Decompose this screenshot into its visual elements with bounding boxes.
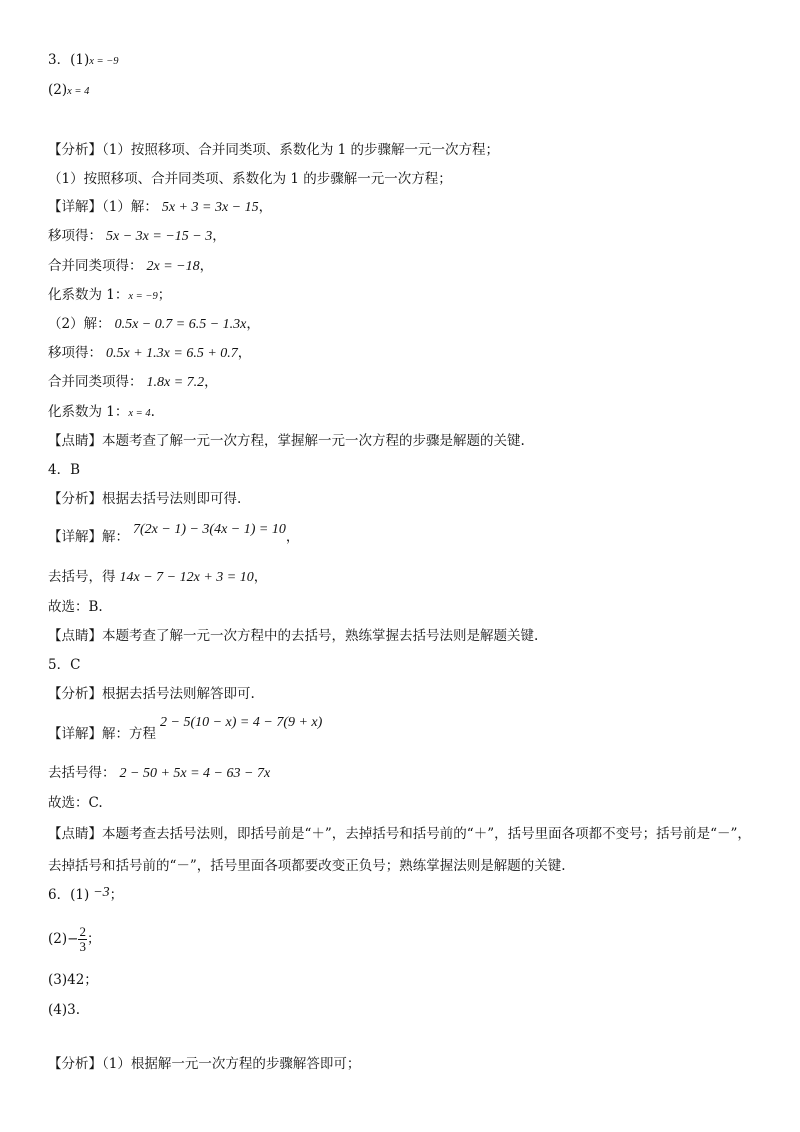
analysis-3: 【分析】（1）按照移项、合并同类项、系数化为 1 的步骤解一元一次方程； (48, 142, 500, 158)
detail-3-step-3: 合并同类项得： 2x = −18， (48, 258, 214, 274)
answer-6-4: (4)3. (48, 1002, 81, 1018)
detail-5-step-2: 去括号得： 2 − 50 + 5x = 4 − 63 − 7x (48, 765, 271, 781)
answer-3-1: 3．(1)x = −9 (48, 52, 119, 68)
detail-3-step-6: 移项得： 0.5x + 1.3x = 6.5 + 0.7， (48, 345, 252, 361)
answer-4: 4．B (48, 462, 81, 478)
detail-3-step-2: 移项得： 5x − 3x = −15 − 3， (48, 228, 226, 244)
choice-4: 故选：B. (48, 599, 103, 615)
fraction: $\frac{2}{3}$ (79, 924, 86, 954)
analysis-4: 【分析】根据去括号法则即可得. (48, 491, 242, 507)
analysis-3-repeat: （1）按照移项、合并同类项、系数化为 1 的步骤解一元一次方程； (48, 171, 452, 187)
detail-3-step-4: 化系数为 1：x = −9； (48, 287, 172, 303)
comment-3: 【点睛】本题考查了解一元一次方程，掌握解一元一次方程的步骤是解题的关键. (48, 433, 525, 449)
detail-3-step-8: 化系数为 1：x = 4. (48, 404, 155, 420)
answer-6-1: 6．(1) −3； (48, 885, 124, 903)
comment-5: 【点睛】本题考查去括号法则，即括号前是“＋”，去掉括号和括号前的“＋”，括号里面各项都不变号；括号前是“－”，去掉括号和括号前的“－”，括号里面各项都要改变正负号；熟练掌握法则是解题的关键. (48, 826, 751, 874)
detail-3-step-1: 【详解】（1）解： 5x + 3 = 3x − 15， (48, 199, 273, 215)
answer-6-2: (2)− $\frac{2}{3}$ ； (48, 924, 101, 954)
detail-4-step-1: 【详解】解： 7(2x − 1) − 3(4x − 1) = 10， (48, 522, 300, 545)
analysis-5: 【分析】根据去括号法则解答即可. (48, 686, 255, 702)
answer-3-2: (2)x = 4 (48, 82, 90, 98)
fraction-sign: − (67, 931, 79, 947)
choice-5: 故选：C. (48, 795, 103, 811)
analysis-6: 【分析】（1）根据解一元一次方程的步骤解答即可； (48, 1056, 361, 1072)
answer-5: 5．C (48, 657, 81, 673)
detail-3-step-7: 合并同类项得： 1.8x = 7.2， (48, 374, 218, 390)
detail-4-step-2: 去括号，得 14x − 7 − 12x + 3 = 10， (48, 569, 268, 585)
answer-6-3: (3)42； (48, 972, 98, 988)
detail-5-step-1: 【详解】解：方程2 − 5(10 − x) = 4 − 7(9 + x) (48, 715, 323, 742)
detail-3-step-5: （2）解： 0.5x − 0.7 = 6.5 − 1.3x， (48, 316, 260, 332)
comment-4: 【点睛】本题考查了解一元一次方程中的去括号，熟练掌握去括号法则是解题关键. (48, 628, 539, 644)
